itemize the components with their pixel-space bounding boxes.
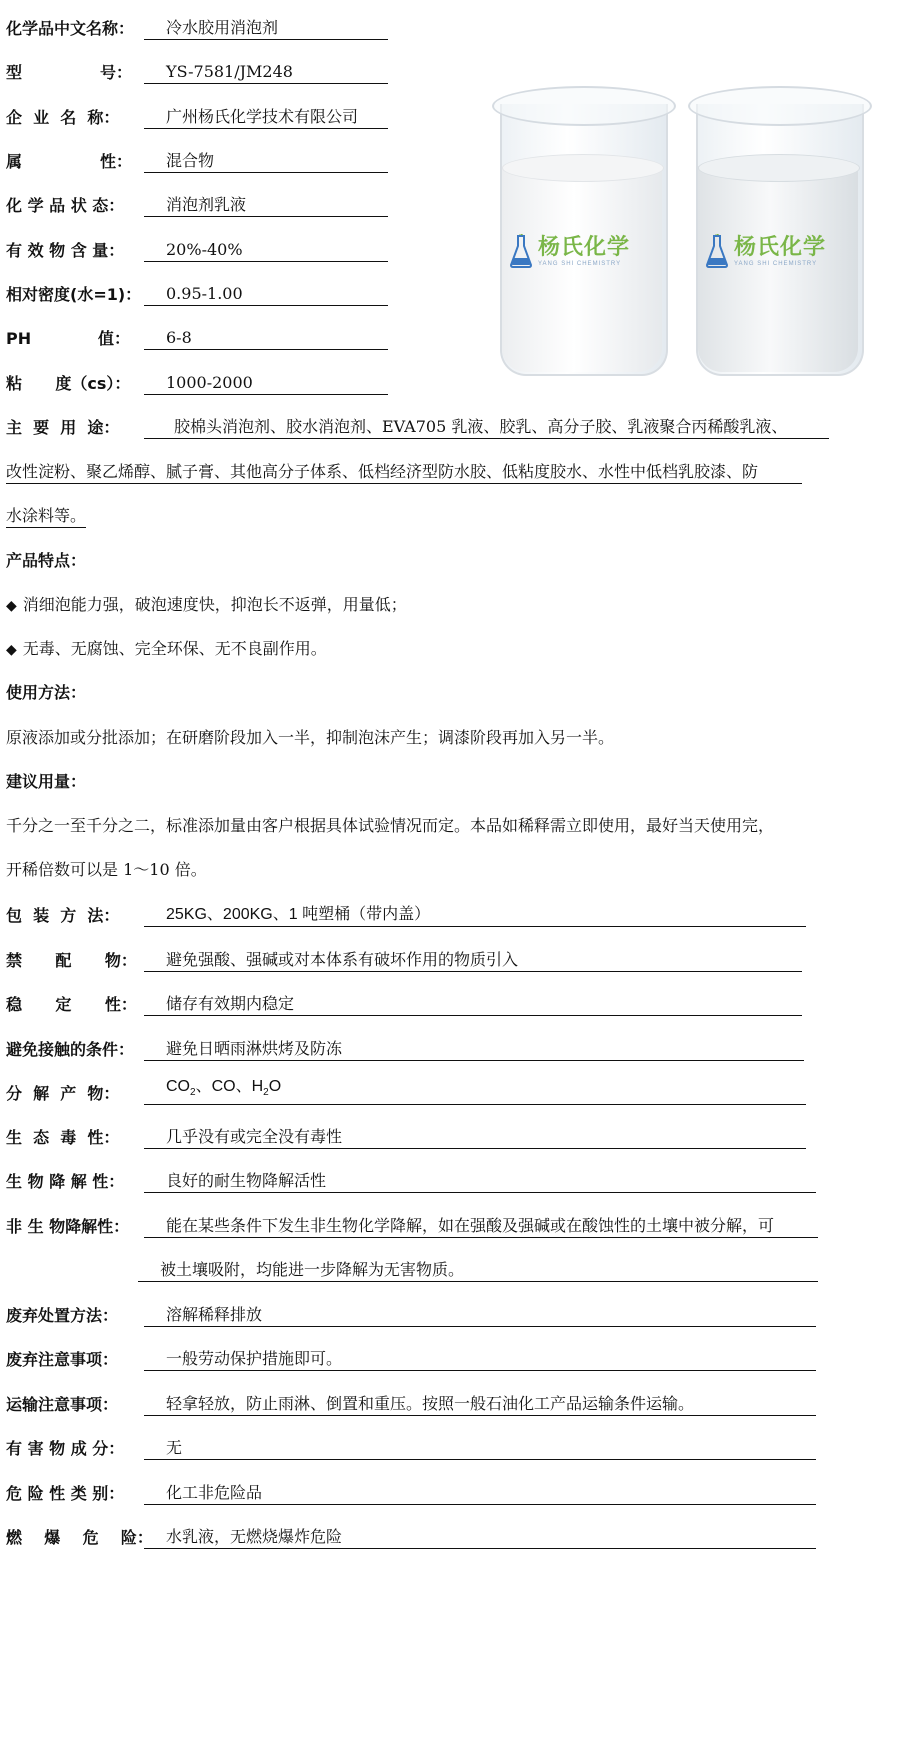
field-label: 相对密度(水=1)： [6, 285, 142, 304]
field-label: 粘 度（cs）： [6, 374, 131, 393]
field-label: 化学品中文名称： [6, 19, 135, 38]
field-value: 化工非危险品 [144, 1482, 816, 1505]
field-label: 燃 爆 危 险： [6, 1528, 153, 1547]
field-label: 避免接触的条件： [6, 1040, 135, 1059]
field-decomposition [6, 1077, 282, 1105]
field-label: 化 学 品 状 态： [6, 196, 125, 215]
field-label: 废弃处置方法： [6, 1306, 119, 1325]
field-label: 危 险 性 类 别： [6, 1484, 125, 1503]
field-value: 轻拿轻放，防止雨淋、倒置和重压。按照一般石油化工产品运输条件运输。 [144, 1393, 816, 1416]
field-value: 被土壤吸附，均能进一步降解为无害物质。 [138, 1259, 818, 1282]
field-content [6, 236, 243, 262]
field-disposal [6, 1301, 263, 1327]
field-stability [6, 990, 295, 1016]
product-beakers-image [492, 66, 884, 396]
feature-text: 消细泡能力强，破泡速度快，抑泡长不返弹，用量低； [22, 595, 407, 614]
dosage-line-1: 千分之一至千分之二，标准添加量由客户根据具体试验情况而定。本品如稀释需立即使用，最好当天使用完， [6, 816, 775, 835]
field-label: 生 态 毒 性： [6, 1128, 120, 1147]
field-hazardous-components [6, 1434, 183, 1460]
field-density [6, 280, 243, 306]
field-label: 企 业 名 称： [6, 108, 120, 127]
features-heading: 产品特点： [6, 551, 87, 570]
field-label: 非 生 物降解性： [6, 1217, 130, 1236]
method-text: 原液添加或分批添加；在研磨阶段加入一半，抑制泡沫产生；调漆阶段再加入另一半。 [6, 728, 615, 747]
field-label: 稳 定 性： [6, 995, 137, 1014]
field-label: 禁 配 物： [6, 951, 137, 970]
field-property [6, 147, 215, 173]
feature-item [6, 638, 327, 661]
milky-beaker [492, 86, 672, 386]
usage-label: 主 要 用 途： [6, 418, 120, 437]
field-label: 属 性： [6, 152, 132, 171]
field-value: 一般劳动保护措施即可。 [144, 1348, 816, 1371]
field-hazard-class [6, 1479, 263, 1505]
field-value: 储存有效期内稳定 [144, 993, 802, 1016]
field-ecotoxicity [6, 1123, 343, 1149]
field-label: 运输注意事项： [6, 1395, 119, 1414]
field-value: 几乎没有或完全没有毒性 [144, 1126, 806, 1149]
clear-beaker [688, 86, 868, 386]
field-label: 生 物 降 解 性： [6, 1172, 125, 1191]
field-value: 水乳液，无燃烧爆炸危险 [144, 1526, 816, 1549]
field-label: 型 号： [6, 63, 132, 82]
field-value: 良好的耐生物降解活性 [144, 1170, 816, 1193]
field-packaging [6, 901, 431, 927]
field-value: 混合物 [144, 150, 388, 173]
logo-cn-text: 杨氏化学 [538, 235, 631, 260]
field-value: 25KG、200KG、1 吨塑桶（带内盖） [144, 904, 806, 927]
usage-section [6, 413, 788, 439]
field-value: 避免强酸、强碱或对本体系有破坏作用的物质引入 [144, 949, 802, 972]
brand-logo [706, 228, 856, 274]
field-label: 有 效 物 含 量： [6, 241, 125, 260]
flask-icon [706, 234, 728, 268]
field-value: 溶解稀释排放 [144, 1304, 816, 1327]
field-value: 1000-2000 [144, 372, 388, 395]
brand-logo [510, 228, 660, 274]
flask-icon [510, 234, 532, 268]
usage-line-2: 改性淀粉、聚乙烯醇、腻子膏、其他高分子体系、低档经济型防水胶、低粘度胶水、水性中低档乳胶漆、防 [6, 461, 802, 484]
field-value: 无 [144, 1437, 816, 1460]
field-name [6, 14, 279, 40]
dosage-heading: 建议用量： [6, 772, 87, 791]
field-fire-explosion [6, 1523, 343, 1549]
field-transport-notes [6, 1390, 695, 1416]
field-value: 6-8 [144, 327, 388, 350]
usage-line-1: 胶棉头消泡剂、胶水消泡剂、EVA705 乳液、胶乳、高分子胶、乳液聚合丙稀酸乳液、 [144, 416, 829, 439]
field-viscosity [6, 369, 253, 395]
diamond-bullet-icon: ◆ [6, 598, 17, 614]
field-value: 消泡剂乳液 [144, 194, 388, 217]
field-value: $CO_2$、CO、$H_2O$ [144, 1076, 806, 1105]
field-value: 能在某些条件下发生非生物化学降解，如在强酸及强碱或在酸蚀性的土壤中被分解，可 [144, 1215, 818, 1238]
field-incompatible [6, 946, 519, 972]
usage-line-3: 水涂料等。 [6, 505, 86, 528]
field-avoid-conditions [6, 1035, 343, 1061]
field-label: 废弃注意事项： [6, 1350, 119, 1369]
logo-en-text: YANG SHI CHEMISTRY [734, 261, 818, 267]
field-model [6, 58, 293, 84]
field-biodegradability [6, 1167, 327, 1193]
feature-text: 无毒、无腐蚀、完全环保、无不良副作用。 [22, 639, 327, 658]
dosage-line-2: 开稀倍数可以是 1～10 倍。 [6, 860, 207, 879]
field-value: 20%-40% [144, 239, 388, 262]
field-ph [6, 324, 192, 350]
logo-en-text: YANG SHI CHEMISTRY [538, 261, 622, 267]
field-label: PH 值： [6, 329, 130, 348]
method-heading: 使用方法： [6, 683, 87, 702]
field-disposal-notes [6, 1345, 343, 1371]
field-value: 避免日晒雨淋烘烤及防冻 [144, 1038, 804, 1061]
field-company [6, 103, 359, 129]
field-value: 冷水胶用消泡剂 [144, 17, 388, 40]
logo-cn-text: 杨氏化学 [734, 235, 827, 260]
feature-item [6, 594, 407, 617]
field-label: 有 害 物 成 分： [6, 1439, 125, 1458]
diamond-bullet-icon: ◆ [6, 642, 17, 658]
field-value: 0.95-1.00 [144, 283, 388, 306]
field-abiotic-degradation [6, 1212, 775, 1238]
field-value: 广州杨氏化学技术有限公司 [144, 106, 388, 129]
field-value: YS-7581/JM248 [144, 61, 388, 84]
field-label: 包 装 方 法： [6, 906, 120, 925]
field-state [6, 191, 247, 217]
field-label: 分 解 产 物： [6, 1084, 120, 1103]
